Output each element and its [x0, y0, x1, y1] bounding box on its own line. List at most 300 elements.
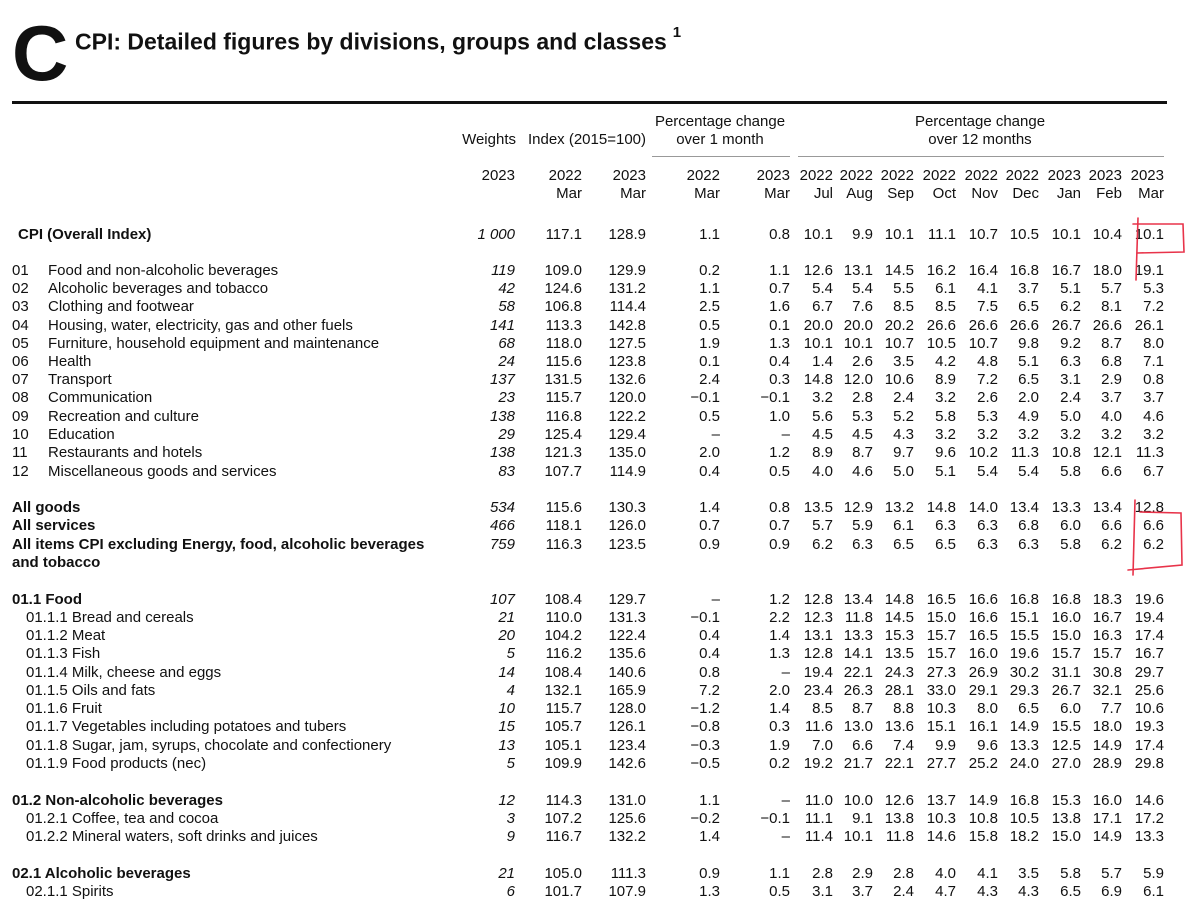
- col-header-year-pct12m-2023-mar: 2023: [1130, 167, 1164, 184]
- row-code: 12: [12, 463, 29, 480]
- col-header-month-pct12m-2022-aug: Aug: [846, 185, 873, 202]
- cell-weights-2023: 68: [498, 335, 515, 352]
- cell-pct1m-2023-mar: 2.2: [769, 609, 790, 626]
- cell-pct1m-2023-mar: 1.3: [769, 335, 790, 352]
- cell-pct12m-2023-feb: 14.9: [1092, 737, 1122, 754]
- cell-pct12m-2023-feb: 6.6: [1101, 517, 1122, 534]
- cell-index-2023-mar: 125.6: [608, 810, 646, 827]
- cell-index-2023-mar: 128.0: [608, 700, 646, 717]
- cell-pct12m-2022-aug: 10.1: [843, 335, 873, 352]
- cell-pct12m-2022-aug: 11.8: [844, 609, 873, 626]
- cell-weights-2023: 119: [491, 262, 515, 279]
- cell-pct12m-2023-feb: 30.8: [1092, 664, 1122, 681]
- row-label: 01.1.7 Vegetables including potatoes and tubers: [26, 718, 347, 735]
- row-label: Education: [48, 426, 115, 443]
- cell-pct12m-2022-aug: 9.9: [852, 226, 873, 243]
- cell-pct12m-2022-aug: 4.6: [852, 463, 873, 480]
- col-header-year-weights-2023: 2023: [481, 167, 515, 184]
- cell-pct12m-2023-jan: 26.7: [1051, 682, 1081, 699]
- cell-index-2022-mar: 107.2: [544, 810, 582, 827]
- cell-weights-2023: 138: [489, 444, 515, 461]
- cell-pct12m-2023-feb: 13.4: [1092, 499, 1122, 516]
- annotation-box-services: [1128, 512, 1182, 570]
- header-pct-12m-line2: over 12 months: [928, 131, 1032, 148]
- cell-weights-2023: 3: [506, 810, 515, 827]
- cell-pct12m-2022-jul: 19.2: [803, 755, 833, 772]
- cell-pct12m-2022-sep: 13.8: [884, 810, 914, 827]
- cell-pct1m-2022-mar: 1.4: [699, 828, 720, 845]
- row-label: 02.1 Alcoholic beverages: [12, 865, 191, 882]
- cell-pct1m-2022-mar: 0.4: [699, 645, 720, 662]
- cell-pct1m-2023-mar: 0.7: [769, 280, 790, 297]
- cell-pct1m-2022-mar: −0.2: [690, 810, 720, 827]
- cell-index-2022-mar: 104.2: [544, 627, 582, 644]
- cell-pct12m-2022-sep: 8.8: [893, 700, 914, 717]
- cell-pct12m-2023-jan: 5.0: [1060, 408, 1081, 425]
- cell-pct1m-2023-mar: 0.8: [769, 499, 790, 516]
- cell-index-2022-mar: 105.1: [544, 737, 582, 754]
- cell-index-2023-mar: 126.0: [608, 517, 646, 534]
- cell-pct12m-2022-oct: 11.1: [927, 226, 956, 243]
- cell-pct12m-2022-jul: 1.4: [812, 353, 833, 370]
- row-label: 02.1.1 Spirits: [26, 883, 114, 900]
- cell-weights-2023: 5: [506, 755, 515, 772]
- section-letter: C: [12, 9, 69, 97]
- cell-pct12m-2022-sep: 3.5: [893, 353, 914, 370]
- cell-pct1m-2022-mar: 1.1: [699, 792, 720, 809]
- row-label: All items CPI excluding Energy, food, alcoholic beverages: [12, 536, 425, 553]
- cell-index-2022-mar: 115.7: [545, 389, 582, 406]
- cell-pct12m-2022-sep: 13.5: [884, 645, 914, 662]
- cell-pct12m-2023-mar: 16.7: [1134, 645, 1164, 662]
- cell-pct12m-2023-jan: 15.0: [1051, 828, 1081, 845]
- cell-weights-2023: 107: [489, 591, 515, 608]
- cell-pct1m-2023-mar: 1.4: [769, 627, 790, 644]
- cell-pct1m-2022-mar: −1.2: [690, 700, 720, 717]
- cell-pct12m-2022-nov: 4.3: [977, 883, 998, 900]
- row-label: Food and non-alcoholic beverages: [48, 262, 279, 279]
- cell-pct1m-2023-mar: 1.0: [769, 408, 790, 425]
- cell-pct12m-2023-jan: 15.7: [1051, 645, 1081, 662]
- cell-pct12m-2022-aug: 8.7: [852, 700, 873, 717]
- cell-index-2023-mar: 130.3: [608, 499, 646, 516]
- cell-pct12m-2022-aug: 12.0: [843, 371, 873, 388]
- cell-weights-2023: 42: [498, 280, 515, 297]
- cell-pct12m-2023-mar: 5.9: [1143, 865, 1164, 882]
- cell-pct12m-2023-feb: 6.6: [1101, 463, 1122, 480]
- cell-index-2022-mar: 109.0: [544, 262, 582, 279]
- cell-pct12m-2023-mar: 3.2: [1143, 426, 1164, 443]
- cell-pct12m-2022-dec: 13.3: [1009, 737, 1039, 754]
- cell-pct12m-2022-nov: 6.3: [977, 517, 998, 534]
- cell-pct1m-2023-mar: –: [781, 426, 790, 443]
- cell-pct12m-2022-nov: 15.8: [968, 828, 998, 845]
- annotation-tick-overall: [1136, 218, 1138, 280]
- cell-pct12m-2022-dec: 9.8: [1018, 335, 1039, 352]
- cell-pct12m-2022-sep: 6.1: [893, 517, 914, 534]
- cell-pct1m-2023-mar: –: [781, 792, 790, 809]
- cell-pct12m-2023-mar: 6.2: [1143, 536, 1164, 553]
- cell-pct12m-2022-jul: 14.8: [803, 371, 833, 388]
- cell-pct12m-2022-aug: 7.6: [852, 298, 873, 315]
- row-label: 01.1.5 Oils and fats: [26, 682, 156, 699]
- cell-weights-2023: 466: [489, 517, 515, 534]
- cell-pct12m-2023-jan: 26.7: [1051, 317, 1081, 334]
- cell-pct12m-2022-sep: 6.5: [893, 536, 914, 553]
- cell-pct1m-2022-mar: 1.1: [699, 226, 720, 243]
- cell-pct12m-2023-mar: 19.4: [1134, 609, 1164, 626]
- col-header-month-pct12m-2022-dec: Dec: [1012, 185, 1039, 202]
- cell-index-2023-mar: 131.2: [608, 280, 646, 297]
- cell-pct12m-2022-sep: 12.6: [884, 792, 914, 809]
- cell-pct12m-2022-nov: 4.8: [977, 353, 998, 370]
- cell-pct12m-2022-nov: 7.5: [977, 298, 998, 315]
- cell-pct12m-2023-mar: 19.3: [1134, 718, 1164, 735]
- cell-pct12m-2022-dec: 6.5: [1018, 371, 1039, 388]
- row-label: Transport: [48, 371, 112, 388]
- cell-weights-2023: 759: [489, 536, 515, 553]
- cell-pct12m-2023-mar: 7.2: [1143, 298, 1164, 315]
- row-label: 01.2 Non-alcoholic beverages: [12, 792, 223, 809]
- cell-pct12m-2023-mar: 12.8: [1134, 499, 1164, 516]
- row-code: 08: [12, 389, 29, 406]
- cell-weights-2023: 21: [498, 865, 515, 882]
- col-header-year-index-2022-mar: 2022: [548, 167, 582, 184]
- cell-pct1m-2022-mar: 0.8: [699, 664, 720, 681]
- cell-pct12m-2022-aug: 13.3: [843, 627, 873, 644]
- cell-index-2023-mar: 135.6: [608, 645, 646, 662]
- cell-pct12m-2022-sep: 24.3: [884, 664, 914, 681]
- cell-pct12m-2022-jul: 11.0: [804, 792, 833, 809]
- cell-pct12m-2023-jan: 3.2: [1060, 426, 1081, 443]
- cell-pct12m-2023-jan: 6.5: [1060, 883, 1081, 900]
- cell-pct12m-2022-oct: 9.9: [935, 737, 956, 754]
- cell-index-2022-mar: 106.8: [544, 298, 582, 315]
- cell-pct12m-2023-feb: 3.7: [1101, 389, 1122, 406]
- cell-pct12m-2022-dec: 6.8: [1018, 517, 1039, 534]
- cell-pct12m-2022-jul: 13.1: [803, 627, 833, 644]
- cell-pct12m-2022-sep: 22.1: [884, 755, 914, 772]
- cell-pct1m-2023-mar: 1.2: [769, 591, 790, 608]
- row-label: Alcoholic beverages and tobacco: [48, 280, 269, 297]
- cell-pct12m-2022-oct: 5.8: [935, 408, 956, 425]
- cell-pct12m-2022-jul: 13.5: [803, 499, 833, 516]
- cell-pct12m-2022-jul: 12.6: [803, 262, 833, 279]
- cell-pct12m-2022-aug: 12.9: [843, 499, 873, 516]
- cell-pct12m-2023-feb: 18.0: [1092, 262, 1122, 279]
- cell-weights-2023: 4: [506, 682, 515, 699]
- cell-pct12m-2022-oct: 3.2: [935, 389, 956, 406]
- cell-pct12m-2022-nov: 10.8: [968, 810, 998, 827]
- cell-pct12m-2022-nov: 16.5: [968, 627, 998, 644]
- cell-pct12m-2022-jul: 5.4: [812, 280, 833, 297]
- cell-pct12m-2022-oct: 4.2: [935, 353, 956, 370]
- cell-pct1m-2022-mar: −0.1: [690, 609, 720, 626]
- cell-pct1m-2023-mar: 0.5: [769, 883, 790, 900]
- cell-pct12m-2022-nov: 26.6: [968, 317, 998, 334]
- cell-pct12m-2022-dec: 10.5: [1009, 810, 1039, 827]
- cell-pct1m-2023-mar: 1.1: [769, 262, 790, 279]
- cell-pct12m-2022-dec: 3.5: [1018, 865, 1039, 882]
- cell-pct12m-2022-dec: 18.2: [1009, 828, 1039, 845]
- cell-pct12m-2022-oct: 15.1: [926, 718, 956, 735]
- cell-pct12m-2023-feb: 14.9: [1092, 828, 1122, 845]
- cell-pct1m-2022-mar: 0.5: [699, 408, 720, 425]
- cell-pct1m-2023-mar: 0.8: [769, 226, 790, 243]
- cell-pct1m-2023-mar: –: [781, 828, 790, 845]
- cell-pct12m-2022-oct: 8.9: [935, 371, 956, 388]
- cell-pct12m-2022-oct: 4.0: [935, 865, 956, 882]
- cell-weights-2023: 1 000: [477, 226, 515, 243]
- row-label: Communication: [48, 389, 153, 406]
- cell-weights-2023: 138: [489, 408, 515, 425]
- cell-pct12m-2022-aug: 5.4: [852, 280, 873, 297]
- title-text: CPI: Detailed figures by divisions, groups and classes: [75, 28, 667, 55]
- cell-pct12m-2022-jul: 11.6: [804, 718, 833, 735]
- cell-pct12m-2023-feb: 3.2: [1101, 426, 1122, 443]
- cell-pct12m-2023-mar: 17.4: [1134, 627, 1164, 644]
- annotation-tick-services: [1133, 500, 1135, 575]
- cell-index-2022-mar: 118.0: [545, 335, 582, 352]
- cell-pct12m-2022-jul: 10.1: [803, 226, 833, 243]
- cell-index-2022-mar: 113.3: [545, 317, 582, 334]
- row-label: 01.1.9 Food products (nec): [26, 755, 207, 772]
- cell-pct12m-2022-nov: 10.7: [968, 335, 998, 352]
- cell-pct12m-2023-mar: 7.1: [1143, 353, 1164, 370]
- cell-pct12m-2023-mar: 26.1: [1134, 317, 1164, 334]
- cell-pct1m-2023-mar: 1.3: [769, 645, 790, 662]
- cell-pct1m-2023-mar: 1.9: [769, 737, 790, 754]
- cell-pct12m-2022-dec: 13.4: [1009, 499, 1039, 516]
- cell-pct12m-2022-aug: 6.6: [852, 737, 873, 754]
- cell-pct12m-2023-mar: 6.1: [1143, 883, 1164, 900]
- cell-pct12m-2022-dec: 6.3: [1018, 536, 1039, 553]
- cell-weights-2023: 24: [498, 353, 515, 370]
- cell-pct12m-2022-aug: 22.1: [843, 664, 873, 681]
- row-code: 11: [12, 444, 28, 461]
- cell-weights-2023: 10: [498, 700, 515, 717]
- cell-pct12m-2022-oct: 4.7: [935, 883, 956, 900]
- cell-pct12m-2022-sep: 14.8: [884, 591, 914, 608]
- cell-pct12m-2022-oct: 16.5: [926, 591, 956, 608]
- col-header-year-pct12m-2022-dec: 2022: [1005, 167, 1039, 184]
- cell-pct12m-2022-aug: 13.1: [843, 262, 873, 279]
- cell-pct12m-2022-sep: 10.6: [884, 371, 914, 388]
- cell-pct1m-2022-mar: −0.3: [690, 737, 720, 754]
- cell-pct12m-2023-feb: 8.1: [1101, 298, 1122, 315]
- cell-pct12m-2022-sep: 15.3: [884, 627, 914, 644]
- cell-index-2023-mar: 140.6: [608, 664, 646, 681]
- cell-pct12m-2022-oct: 6.1: [935, 280, 956, 297]
- cell-pct12m-2022-aug: 21.7: [843, 755, 873, 772]
- col-header-year-pct12m-2022-aug: 2022: [839, 167, 873, 184]
- cell-index-2022-mar: 116.7: [545, 828, 582, 845]
- cell-pct12m-2022-aug: 14.1: [843, 645, 873, 662]
- cell-weights-2023: 5: [506, 645, 515, 662]
- cell-pct12m-2023-jan: 6.3: [1060, 353, 1081, 370]
- cell-pct1m-2023-mar: 1.6: [769, 298, 790, 315]
- cell-pct12m-2022-sep: 13.2: [884, 499, 914, 516]
- cell-pct12m-2023-feb: 6.2: [1101, 536, 1122, 553]
- cell-pct12m-2022-aug: 20.0: [843, 317, 873, 334]
- cell-pct1m-2022-mar: –: [711, 591, 720, 608]
- cell-index-2023-mar: 129.9: [608, 262, 646, 279]
- cell-pct12m-2022-sep: 2.4: [893, 883, 914, 900]
- cell-index-2022-mar: 118.1: [545, 517, 582, 534]
- cell-pct12m-2023-mar: 11.3: [1135, 444, 1164, 461]
- row-label: 01.2.2 Mineral waters, soft drinks and juices: [26, 828, 318, 845]
- cell-pct12m-2022-jul: 8.9: [812, 444, 833, 461]
- cell-index-2023-mar: 120.0: [608, 389, 646, 406]
- cell-pct1m-2022-mar: –: [711, 426, 720, 443]
- row-label: Clothing and footwear: [48, 298, 194, 315]
- cell-pct12m-2023-jan: 16.7: [1051, 262, 1081, 279]
- cell-pct12m-2022-jul: 6.7: [812, 298, 833, 315]
- cell-weights-2023: 9: [506, 828, 515, 845]
- cell-pct12m-2022-dec: 3.2: [1018, 426, 1039, 443]
- cell-pct12m-2023-jan: 10.1: [1051, 226, 1081, 243]
- row-label: 01.1.1 Bread and cereals: [26, 609, 194, 626]
- cell-weights-2023: 21: [498, 609, 515, 626]
- cell-index-2023-mar: 129.4: [608, 426, 646, 443]
- row-label: 01.1.4 Milk, cheese and eggs: [26, 664, 222, 681]
- header-pct-1m-line2: over 1 month: [676, 131, 764, 148]
- cell-pct12m-2023-feb: 26.6: [1092, 317, 1122, 334]
- cell-pct12m-2023-mar: 0.8: [1143, 371, 1164, 388]
- cell-pct12m-2022-oct: 8.5: [935, 298, 956, 315]
- cell-index-2023-mar: 114.4: [609, 298, 646, 315]
- cell-index-2022-mar: 124.6: [544, 280, 582, 297]
- cell-pct12m-2023-jan: 3.1: [1060, 371, 1081, 388]
- title-footnote: 1: [672, 24, 682, 41]
- cell-pct12m-2023-jan: 13.8: [1051, 810, 1081, 827]
- cell-pct12m-2022-dec: 16.8: [1009, 792, 1039, 809]
- cell-pct1m-2022-mar: 0.5: [699, 317, 720, 334]
- cell-pct12m-2023-feb: 28.9: [1092, 755, 1122, 772]
- col-header-year-pct12m-2023-jan: 2023: [1047, 167, 1081, 184]
- cell-pct12m-2023-jan: 5.8: [1060, 463, 1081, 480]
- cell-pct12m-2022-sep: 8.5: [893, 298, 914, 315]
- cell-pct12m-2022-oct: 15.7: [926, 645, 956, 662]
- cell-pct12m-2022-sep: 2.4: [893, 389, 914, 406]
- row-label: 01.1.2 Meat: [26, 627, 106, 644]
- cell-weights-2023: 6: [506, 883, 515, 900]
- cell-pct12m-2022-sep: 10.7: [884, 335, 914, 352]
- cell-pct12m-2023-mar: 19.6: [1134, 591, 1164, 608]
- cell-pct12m-2022-oct: 33.0: [926, 682, 956, 699]
- cell-index-2022-mar: 105.7: [544, 718, 582, 735]
- cell-pct12m-2022-jul: 8.5: [812, 700, 833, 717]
- cell-pct12m-2023-mar: 29.8: [1134, 755, 1164, 772]
- row-code: 04: [12, 317, 29, 334]
- cell-pct12m-2023-jan: 5.8: [1060, 865, 1081, 882]
- cell-pct12m-2022-oct: 27.7: [926, 755, 956, 772]
- cell-index-2022-mar: 125.4: [544, 426, 582, 443]
- cell-pct12m-2022-aug: 3.7: [852, 883, 873, 900]
- cell-pct1m-2023-mar: 0.3: [769, 371, 790, 388]
- cell-pct12m-2023-jan: 10.8: [1051, 444, 1081, 461]
- cell-pct12m-2023-mar: 13.3: [1134, 828, 1164, 845]
- cell-weights-2023: 534: [489, 499, 515, 516]
- cell-index-2022-mar: 105.0: [544, 865, 582, 882]
- cell-pct12m-2022-jul: 3.1: [812, 883, 833, 900]
- cell-pct1m-2022-mar: −0.8: [690, 718, 720, 735]
- col-header-month-pct12m-2022-nov: Nov: [971, 185, 998, 202]
- col-header-year-pct12m-2022-oct: 2022: [922, 167, 956, 184]
- cell-index-2023-mar: 123.5: [608, 536, 646, 553]
- cell-pct12m-2023-feb: 16.0: [1092, 792, 1122, 809]
- col-header-year-pct1m-2022-mar: 2022: [686, 167, 720, 184]
- cell-pct1m-2022-mar: 0.9: [699, 536, 720, 553]
- cell-pct12m-2022-dec: 3.7: [1018, 280, 1039, 297]
- cell-pct1m-2022-mar: 7.2: [699, 682, 720, 699]
- cell-pct12m-2022-nov: 4.1: [977, 865, 998, 882]
- cell-pct1m-2022-mar: 0.7: [699, 517, 720, 534]
- cell-pct12m-2023-feb: 6.9: [1101, 883, 1122, 900]
- cell-pct12m-2022-nov: 8.0: [977, 700, 998, 717]
- cell-pct12m-2022-jul: 2.8: [812, 865, 833, 882]
- cell-pct12m-2022-jul: 3.2: [812, 389, 833, 406]
- cell-index-2022-mar: 108.4: [544, 664, 582, 681]
- cell-pct1m-2022-mar: 2.0: [699, 444, 720, 461]
- cell-pct1m-2022-mar: 0.4: [699, 627, 720, 644]
- cell-pct12m-2022-dec: 11.3: [1010, 444, 1039, 461]
- cell-index-2022-mar: 108.4: [544, 591, 582, 608]
- cell-pct12m-2022-aug: 6.3: [852, 536, 873, 553]
- cell-index-2023-mar: 135.0: [608, 444, 646, 461]
- cell-pct12m-2022-oct: 15.0: [926, 609, 956, 626]
- cell-pct12m-2023-jan: 5.8: [1060, 536, 1081, 553]
- cell-pct12m-2023-mar: 29.7: [1134, 664, 1164, 681]
- cell-pct12m-2022-aug: 9.1: [852, 810, 873, 827]
- cell-pct12m-2023-mar: 25.6: [1134, 682, 1164, 699]
- cell-pct12m-2022-nov: 16.6: [968, 609, 998, 626]
- row-code: 03: [12, 298, 29, 315]
- row-code: 01: [12, 262, 29, 279]
- cell-pct12m-2022-dec: 5.4: [1018, 463, 1039, 480]
- cell-index-2022-mar: 132.1: [544, 682, 582, 699]
- cell-weights-2023: 141: [489, 317, 515, 334]
- header-pct-12m-line1: Percentage change: [914, 113, 1046, 130]
- cell-index-2022-mar: 107.7: [544, 463, 582, 480]
- cell-index-2023-mar: 127.5: [608, 335, 646, 352]
- cell-index-2022-mar: 117.1: [545, 226, 582, 243]
- cell-pct12m-2023-jan: 15.3: [1051, 792, 1081, 809]
- cell-pct12m-2022-nov: 25.2: [968, 755, 998, 772]
- cell-pct12m-2022-oct: 9.6: [935, 444, 956, 461]
- cell-pct12m-2023-feb: 16.7: [1092, 609, 1122, 626]
- cell-weights-2023: 29: [498, 426, 515, 443]
- row-label: and tobacco: [12, 554, 101, 571]
- row-code: 09: [12, 408, 29, 425]
- cell-pct12m-2023-jan: 13.3: [1051, 499, 1081, 516]
- cell-pct12m-2022-nov: 3.2: [977, 426, 998, 443]
- col-header-year-pct12m-2023-feb: 2023: [1088, 167, 1122, 184]
- cell-pct12m-2022-nov: 2.6: [977, 389, 998, 406]
- col-header-year-pct1m-2023-mar: 2023: [756, 167, 790, 184]
- cell-pct12m-2022-dec: 29.3: [1009, 682, 1039, 699]
- row-label: 01.1 Food: [12, 591, 83, 608]
- cell-pct12m-2022-dec: 10.5: [1009, 226, 1039, 243]
- cell-pct12m-2023-jan: 9.2: [1060, 335, 1081, 352]
- cell-pct12m-2022-dec: 16.8: [1009, 262, 1039, 279]
- cell-pct12m-2022-sep: 14.5: [884, 262, 914, 279]
- cell-pct12m-2022-jul: 6.2: [812, 536, 833, 553]
- cell-pct12m-2023-mar: 5.3: [1143, 280, 1164, 297]
- cell-pct12m-2022-sep: 2.8: [893, 865, 914, 882]
- cell-pct12m-2022-aug: 10.0: [843, 792, 873, 809]
- cell-pct12m-2022-oct: 6.5: [935, 536, 956, 553]
